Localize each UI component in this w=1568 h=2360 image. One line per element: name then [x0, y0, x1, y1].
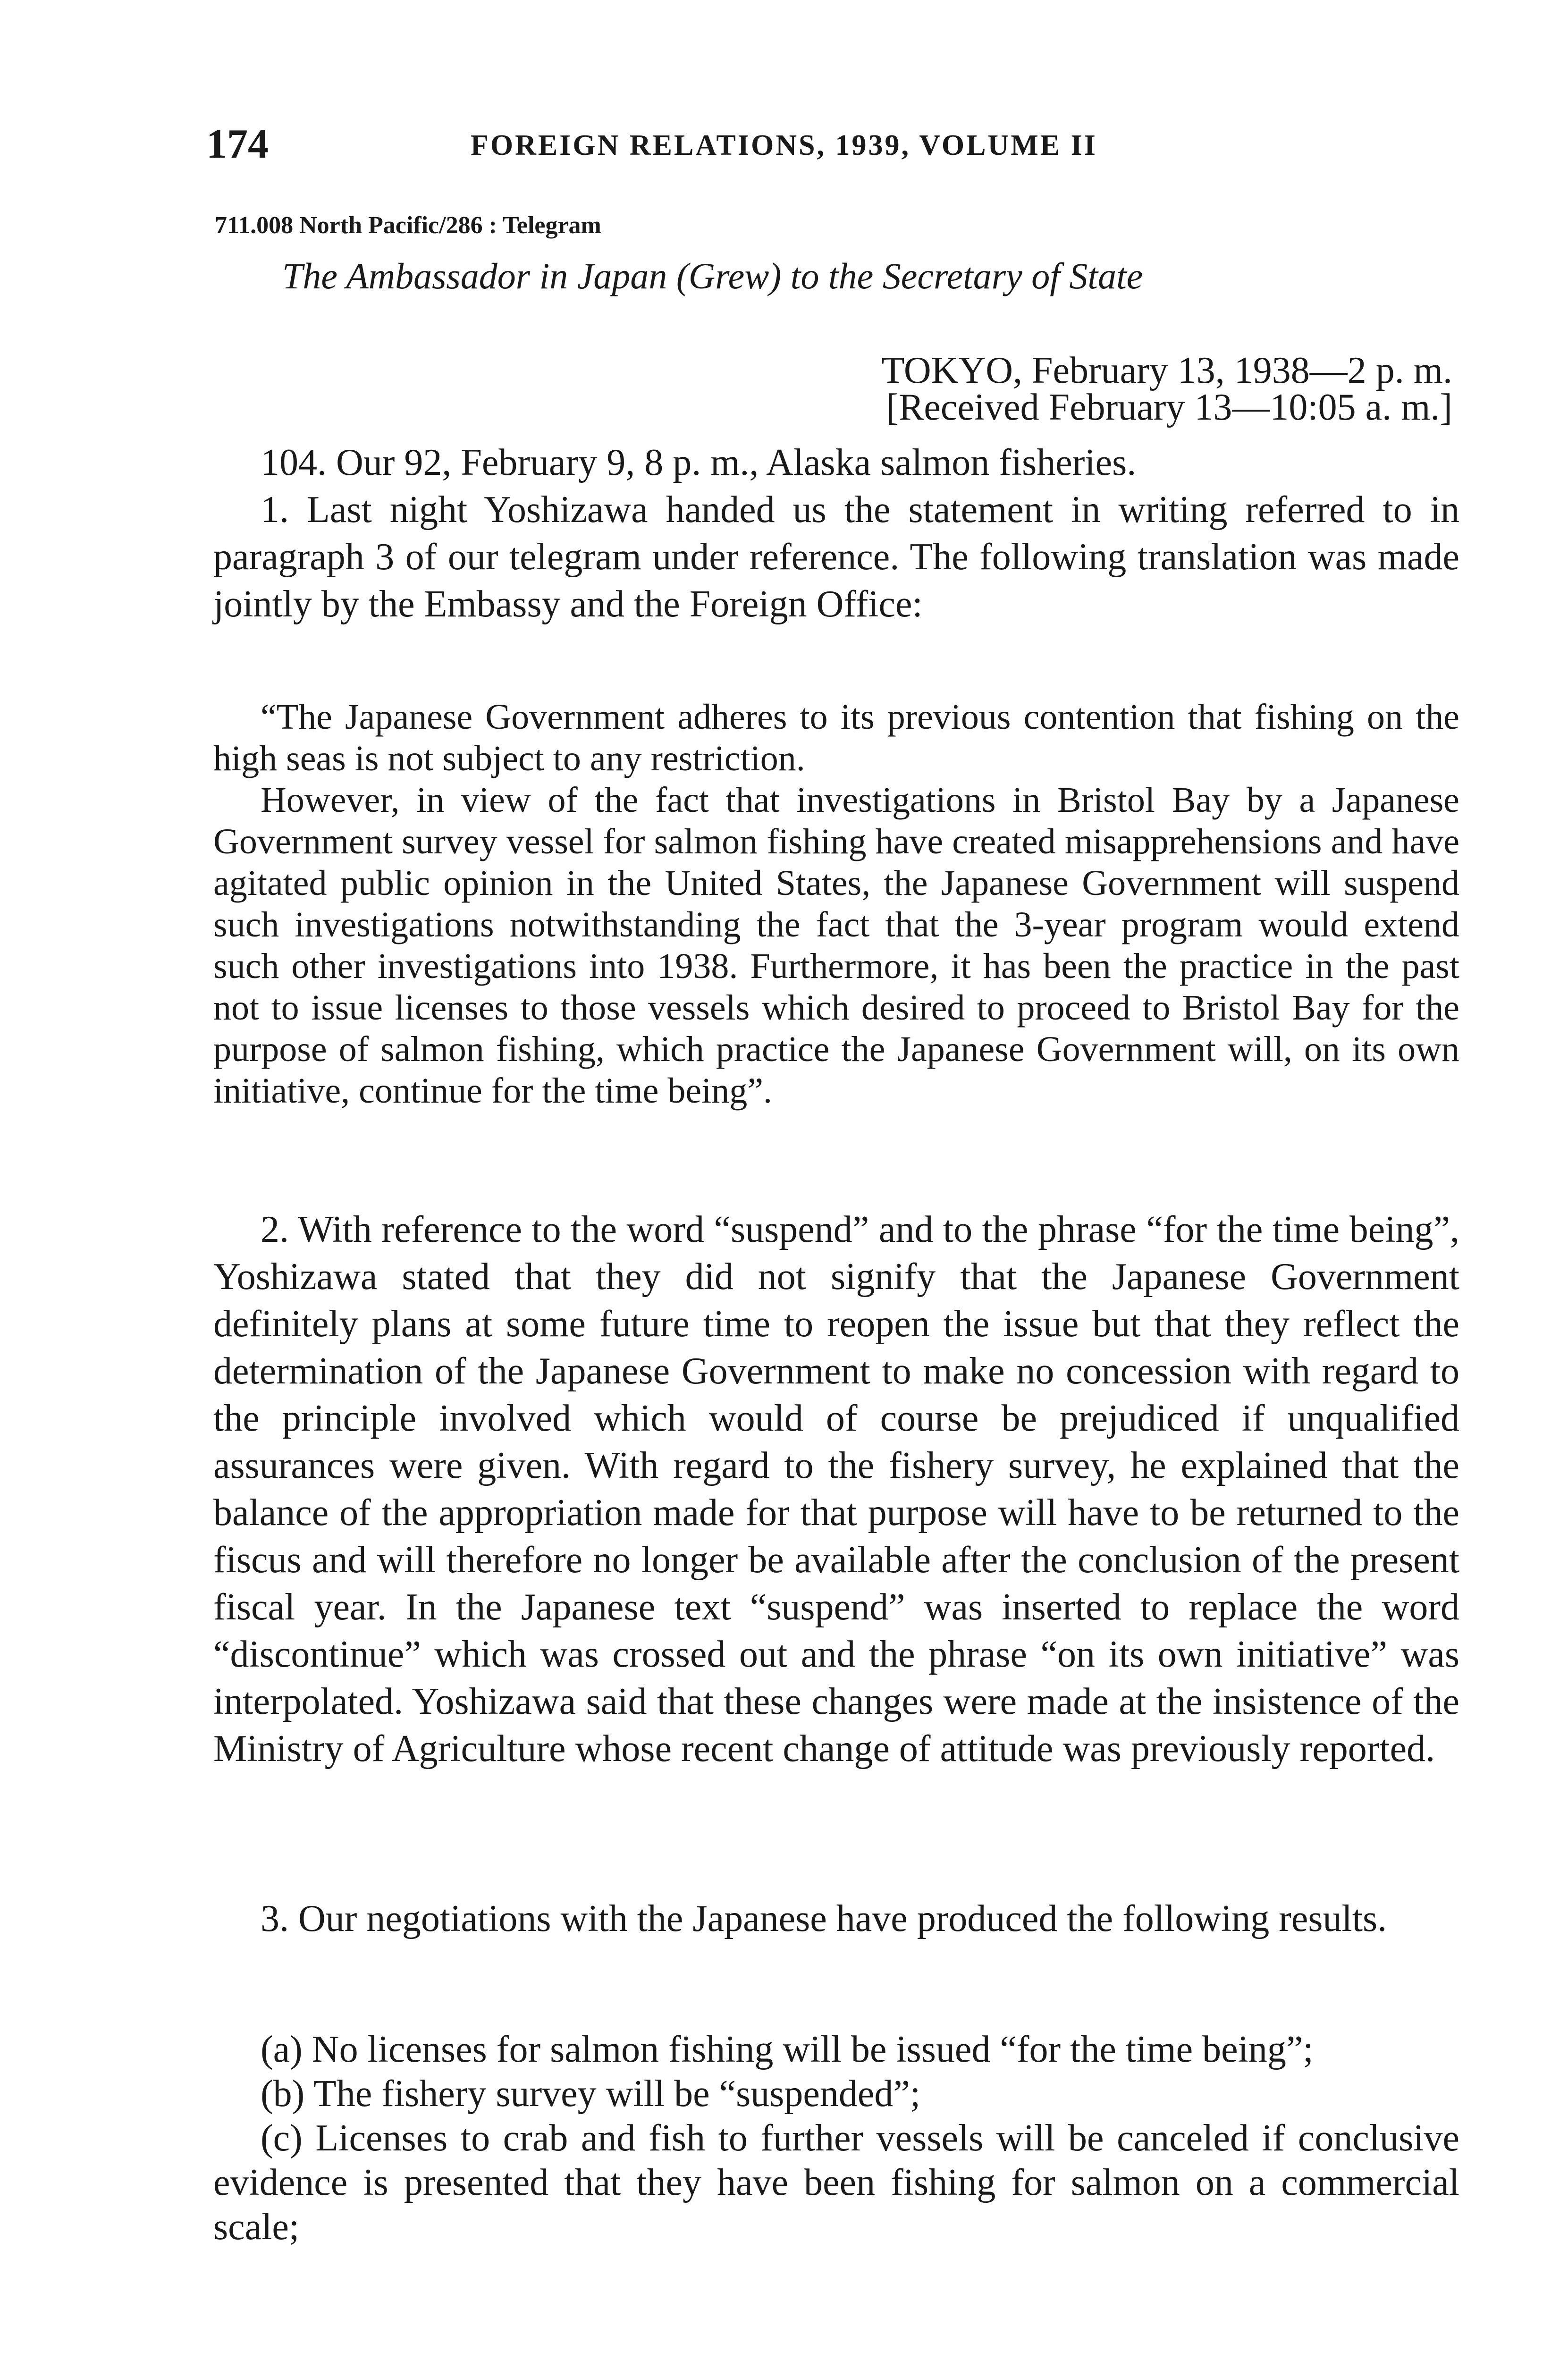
quote-paragraph-2: However, in view of the fact that investigations in Bristol Bay by a Japanese Government survey vessel for salmon fishing have created misapprehensions and have agitated public opinion in the United States, the Japanese Government will suspend such investigations notwithstanding the fact that the 3-year program would extend such other investigations into 1938. Furthermore, it has been the practice in the past not to issue licenses to those vessels which desired to proceed to Bristol Bay for the purpose of salmon fishing, which practice the Japanese Government will, on its own initiative, continue for the time being”.	[213, 780, 1459, 1111]
results-list	[213, 2027, 1459, 2249]
page-number: 174	[206, 121, 269, 167]
paragraph-2: 2. With reference to the word “suspend” and to the phrase “for the time being”, Yoshizawa stated that they did not signify that the Japanese Government definitely plans at some future time to reopen the issue but that they reflect the determination of the Japanese Government to make no concession with regard to the principle involved which would of course be prejudiced if unqualified assurances were given. With regard to the fishery survey, he explained that the balance of the appropriation made for that purpose will have to be returned to the fiscus and will therefore no longer be available after the conclusion of the present fiscal year. In the Japanese text “suspend” was inserted to replace the word “discontinue” which was crossed out and the phrase “on its own initiative” was interpolated. Yoshizawa said that these changes were made at the insistence of the Ministry of Agriculture whose recent change of attitude was previously reported.	[213, 1209, 1459, 1770]
paragraph-104: 104. Our 92, February 9, 8 p. m., Alaska salmon fisheries.	[261, 442, 1137, 483]
running-head: FOREIGN RELATIONS, 1939, VOLUME II	[471, 129, 1097, 161]
result-item-b: (b) The fishery survey will be “suspended”;	[261, 2073, 921, 2115]
quoted-statement	[213, 696, 1459, 1112]
file-reference: 711.008 North Pacific/286 : Telegram	[215, 212, 601, 239]
paragraph-2-block	[213, 1206, 1459, 1772]
paragraph-3-block	[213, 1895, 1459, 1942]
document-title: The Ambassador in Japan (Grew) to the Secretary of State	[282, 255, 1143, 296]
paragraph-1: 1. Last night Yoshizawa handed us the statement in writing referred to in paragraph 3 of our telegram under reference. The following translation was made jointly by the Embassy and the Foreign Office:	[213, 489, 1459, 625]
page-header	[206, 120, 1490, 177]
result-item-c: (c) Licenses to crab and fish to further vessels will be canceled if conclusive evidence is presented that they have been fishing for salmon on a commercial scale;	[213, 2117, 1459, 2248]
dateline-place-date: TOKYO, February 13, 1938—2 p. m.	[881, 350, 1452, 391]
quote-paragraph-1: “The Japanese Government adheres to its previous contention that fishing on the high seas is not subject to any restriction.	[213, 697, 1459, 778]
paragraph-1-block	[213, 486, 1459, 628]
dateline-received: [Received February 13—10:05 a. m.]	[886, 387, 1452, 428]
paragraph-3: 3. Our negotiations with the Japanese have produced the following results.	[261, 1898, 1387, 1939]
telegram-reference	[213, 439, 1459, 486]
result-item-a: (a) No licenses for salmon fishing will be issued “for the time being”;	[261, 2029, 1314, 2070]
